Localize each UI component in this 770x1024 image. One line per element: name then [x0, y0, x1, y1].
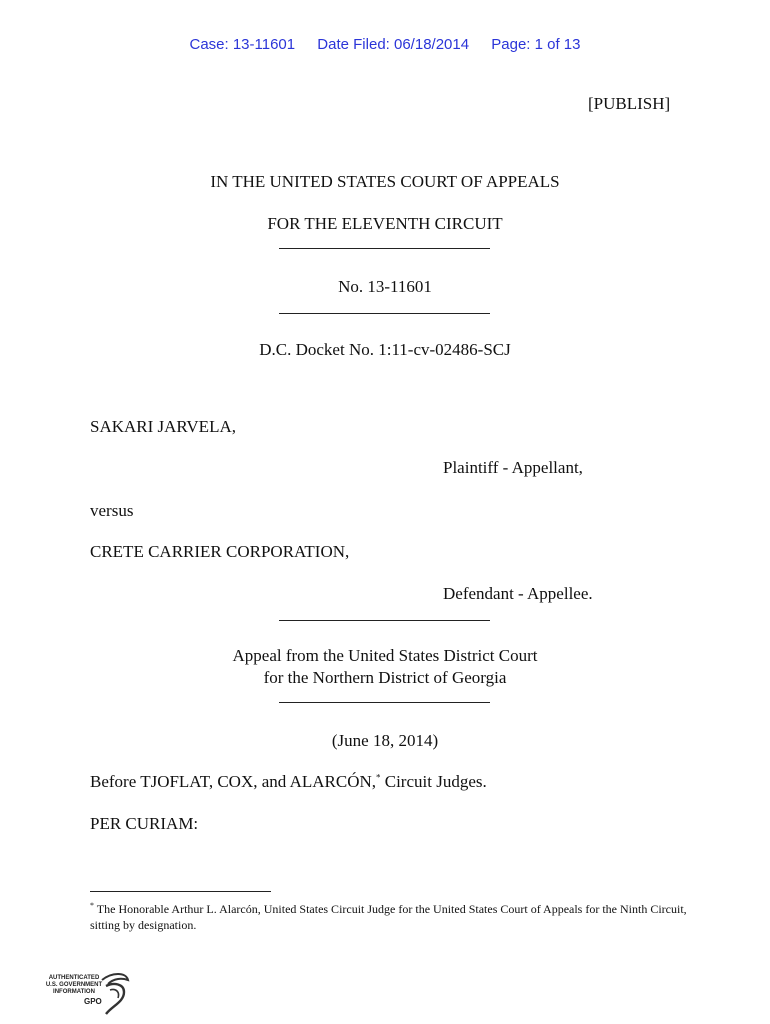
case-number: No. 13-11601	[338, 277, 432, 296]
divider	[279, 620, 490, 621]
court-name-line1: IN THE UNITED STATES COURT OF APPEALS	[210, 172, 560, 191]
appeal-line1: Appeal from the United States District Court	[232, 646, 538, 665]
docket-number: D.C. Docket No. 1:11-cv-02486-SCJ	[259, 340, 511, 359]
publish-tag: [PUBLISH]	[588, 94, 671, 113]
footnote-divider	[90, 891, 271, 892]
plaintiff-name: SAKARI JARVELA,	[90, 417, 236, 436]
panel-judges: Before TJOFLAT, COX, and ALARCÓN,	[90, 772, 376, 791]
per-curiam: PER CURIAM:	[90, 814, 199, 833]
gpo-mark: GPO	[84, 997, 102, 1006]
plaintiff-role: Plaintiff - Appellant,	[443, 458, 583, 477]
court-name-line2: FOR THE ELEVENTH CIRCUIT	[267, 214, 503, 233]
footnote-marker: *	[376, 772, 381, 783]
footnote	[90, 901, 690, 933]
footnote-text: The Honorable Arthur L. Alarcón, United States Circuit Judge for the United States Court of Appeals for the Ninth Circuit, sitting by designation.	[90, 902, 687, 932]
filing-header	[0, 36, 770, 53]
case-number-header: Case: 13-11601	[189, 36, 296, 53]
defendant-role: Defendant - Appellee.	[443, 584, 593, 603]
divider	[279, 248, 490, 249]
divider	[279, 702, 490, 703]
appeal-line2: for the Northern District of Georgia	[263, 668, 507, 687]
gpo-logo-text: AUTHENTICATED U.S. GOVERNMENT INFORMATION	[45, 975, 103, 995]
divider	[279, 313, 490, 314]
gpo-authentication-logo	[44, 970, 134, 1018]
decision-date: (June 18, 2014)	[331, 731, 439, 750]
defendant-name: CRETE CARRIER CORPORATION,	[90, 542, 350, 561]
panel-suffix: Circuit Judges.	[380, 772, 487, 791]
panel-line	[90, 772, 487, 792]
eagle-icon	[98, 972, 132, 1016]
date-filed-header: Date Filed: 06/18/2014	[317, 36, 470, 53]
versus: versus	[90, 501, 134, 520]
footnote-mark: *	[90, 901, 94, 910]
page-count-header: Page: 1 of 13	[491, 36, 581, 53]
